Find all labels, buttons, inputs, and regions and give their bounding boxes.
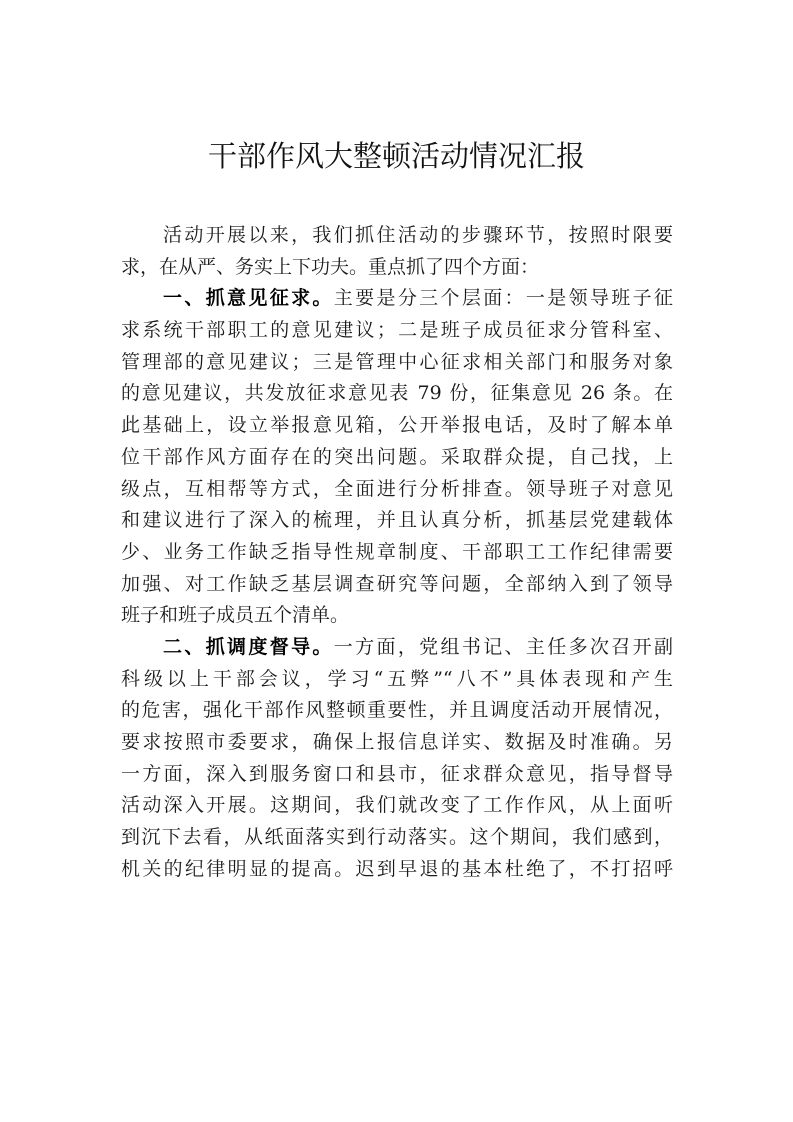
text-line (121, 537, 673, 569)
line-text: 科级以上干部会议，学习“五弊”“八不”具体表现和产生 (121, 667, 673, 690)
text-line (121, 727, 673, 759)
line-text: 管理部的意见建议；三是管理中心征求相关部门和服务对象 (121, 350, 673, 373)
line-text: 少、业务工作缺乏指导性规章制度、干部职工工作纪律需要 (121, 540, 673, 563)
section-heading: 二、抓调度督导。 (163, 635, 334, 658)
line-text: 求系统干部职工的意见建议；二是班子成员征求分管科室、 (121, 319, 673, 342)
line-text: 加强、对工作缺乏基层调查研究等问题，全部纳入到了领导 (121, 572, 673, 595)
text-line (121, 505, 673, 537)
text-line (121, 378, 673, 410)
text-line (121, 474, 673, 506)
text-line (121, 600, 673, 632)
text-line (121, 759, 673, 791)
line-text: 机关的纪律明显的提高。迟到早退的基本杜绝了，不打招呼 (121, 857, 673, 880)
line-text: 求，在从严、务实上下功夫。重点抓了四个方面： (121, 255, 540, 278)
line-text: 主要是分三个层面：一是领导班子征 (333, 287, 673, 310)
line-text: 要求按照市委要求，确保上报信息详实、数据及时准确。另 (121, 731, 673, 753)
section-heading-line (121, 632, 673, 664)
line-text: 一方面，深入到服务窗口和县市，征求群众意见，指导督导 (121, 762, 673, 785)
line-text: 活动深入开展。这期间，我们就改变了工作作风，从上面听 (121, 794, 673, 817)
text-line (121, 854, 673, 886)
text-line (121, 695, 673, 727)
text-line (121, 220, 673, 252)
line-text: 到沉下去看，从纸面落实到行动落实。这个期间，我们感到， (121, 826, 673, 849)
document-title: 干部作风大整顿活动情况汇报 (207, 139, 585, 173)
text-line (121, 569, 673, 601)
text-line (121, 442, 673, 474)
line-text: 级点，互相帮等方式，全面进行分析排查。领导班子对意见 (121, 477, 673, 500)
line-text: 一方面，党组书记、主任多次召开副 (333, 635, 673, 658)
text-line (121, 664, 673, 696)
section-heading-line (121, 283, 673, 315)
line-text: 的危害，强化干部作风整顿重要性，并且调度活动开展情况， (121, 699, 673, 722)
line-text: 此基础上，设立举报意见箱，公开举报电话，及时了解本单 (121, 414, 673, 437)
document-body (121, 220, 673, 885)
text-line (121, 822, 673, 854)
line-text: 活动开展以来，我们抓住活动的步骤环节，按照时限要 (163, 224, 673, 246)
section-heading: 一、抓意见征求。 (163, 287, 334, 310)
line-text: 位干部作风方面存在的突出问题。采取群众提，自己找，上 (121, 445, 673, 468)
text-line (121, 252, 673, 284)
line-text: 的意见建议，共发放征求意见表 79 份，征集意见 26 条。在 (121, 382, 673, 405)
text-line (121, 410, 673, 442)
text-line (121, 790, 673, 822)
line-text: 和建议进行了深入的梳理，并且认真分析，抓基层党建载体 (121, 509, 673, 532)
text-line (121, 315, 673, 347)
text-line (121, 347, 673, 379)
line-text: 班子和班子成员五个清单。 (121, 604, 350, 627)
